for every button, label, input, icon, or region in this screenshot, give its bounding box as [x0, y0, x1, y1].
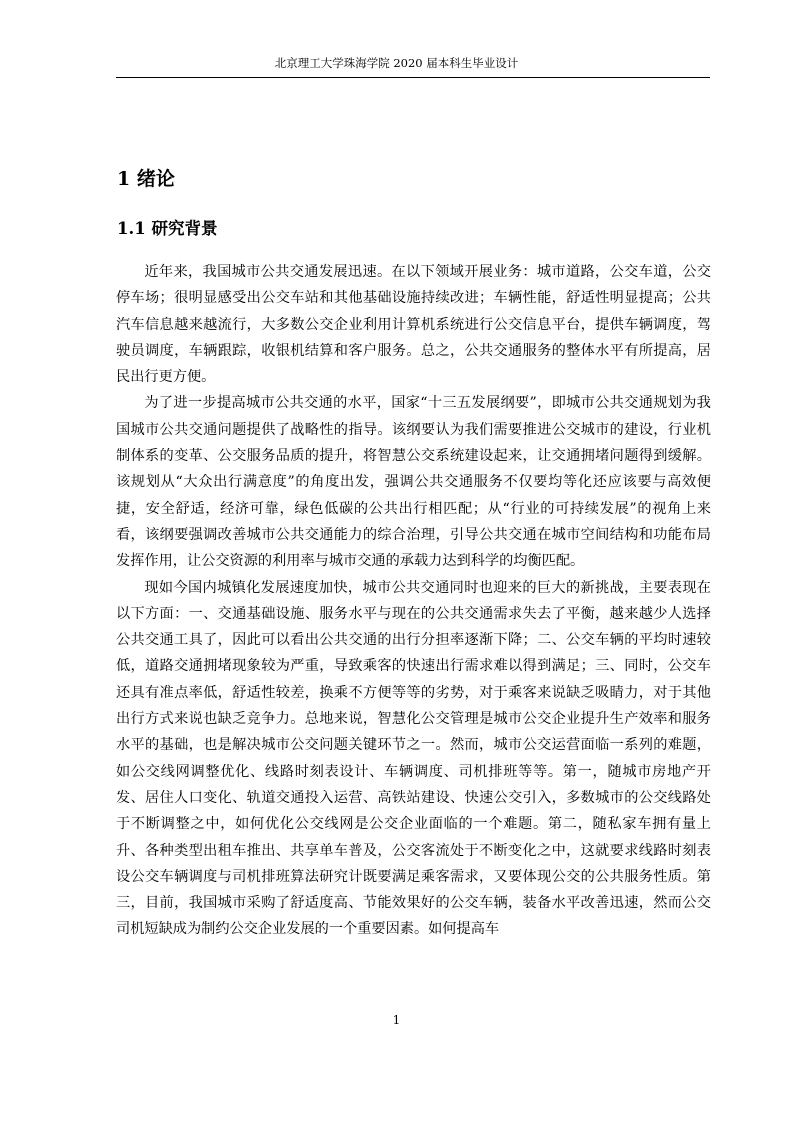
header-divider	[116, 77, 710, 78]
section-title: 1.1 研究背景	[117, 219, 218, 238]
chapter-title: 1 绪论	[117, 168, 175, 190]
page-header: 北京理工大学珠海学院 2020 届本科生毕业设计	[274, 56, 519, 70]
paragraph-3: 现如今国内城镇化发展速度加快，城市公共交通同时也迎来的巨大的新挑战，主要表现在以下方面：一、交通基础设施、服务水平与现在的公共交通需求失去了平衡，越来越少人选择公共交通工具了，因此可以看出公共交通的出行分担率逐渐下降；二、公交车辆的平均时速较低，道路交通拥堵现象较为严重，导致乘客的快速出行需求难以得到满足；三、同时，公交车还具有准点率低，舒适性较差，换乘不方便等等的劣势，对于乘客来说缺乏吸睛力，对于其他出行方式来说也缺乏竞争力。总地来说，智慧化公交管理是城市公交企业提升生产效率和服务水平的基础，也是解决城市公交问题关键环节之一。然而，城市公交运营面临一系列的难题，如公交线网调整优化、线路时刻表设计、车辆调度、司机排班等等。第一，随城市房地产开发、居住人口变化、轨道交通投入运营、高铁站建设、快速公交引入，多数城市的公交线路处于不断调整之中，如何优化公交线网是公交企业面临的一个难题。第二，随私家车拥有量上升、各种类型出租车推出、共享单车普及，公交客流处于不断变化之中，这就要求线路时刻表设公交车辆调度与司机排班算法研究计既要满足乘客需求，又要体现公交的公共服务性质。第三，目前，我国城市采购了舒适度高、节能效果好的公交车辆，装备水平改善迅速，然而公交司机短缺成为制约公交企业发展的一个重要因素。如何提高车	[116, 579, 711, 938]
paragraph-2: 为了进一步提高城市公共交通的水平，国家“十三五发展纲要”，即城市公共交通规划为我国城市公共交通问题提供了战略性的指导。该纲要认为我们需要推进公交城市的建设，行业机制体系的变革、公交服务品质的提升，将智慧公交系统建设起来，让交通拥堵问题得到缓解。该规划从“大众出行满意度”的角度出发，强调公共交通服务不仅要均等化还应该要与高效便捷，安全舒适，经济可靠，绿色低碳的公共出行相匹配；从“行业的可持续发展”的视角上来看，该纲要强调改善城市公共交通能力的综合治理，引导公共交通在城市空间结构和功能布局发挥作用，让公交资源的利用率与城市交通的承载力达到科学的均衡匹配。	[116, 395, 711, 570]
page-number: 1	[392, 1013, 401, 1027]
paragraph-1: 近年来，我国城市公共交通发展迅速。在以下领域开展业务：城市道路，公交车道，公交停车场；很明显感受出公交车站和其他基础设施持续改进；车辆性能，舒适性明显提高；公共汽车信息越来越流行，大多数公交企业利用计算机系统进行公交信息平台，提供车辆调度，驾驶员调度，车辆跟踪，收银机结算和客户服务。总之，公共交通服务的整体水平有所提高，居民出行更方便。	[116, 264, 711, 386]
body-text	[116, 259, 711, 943]
